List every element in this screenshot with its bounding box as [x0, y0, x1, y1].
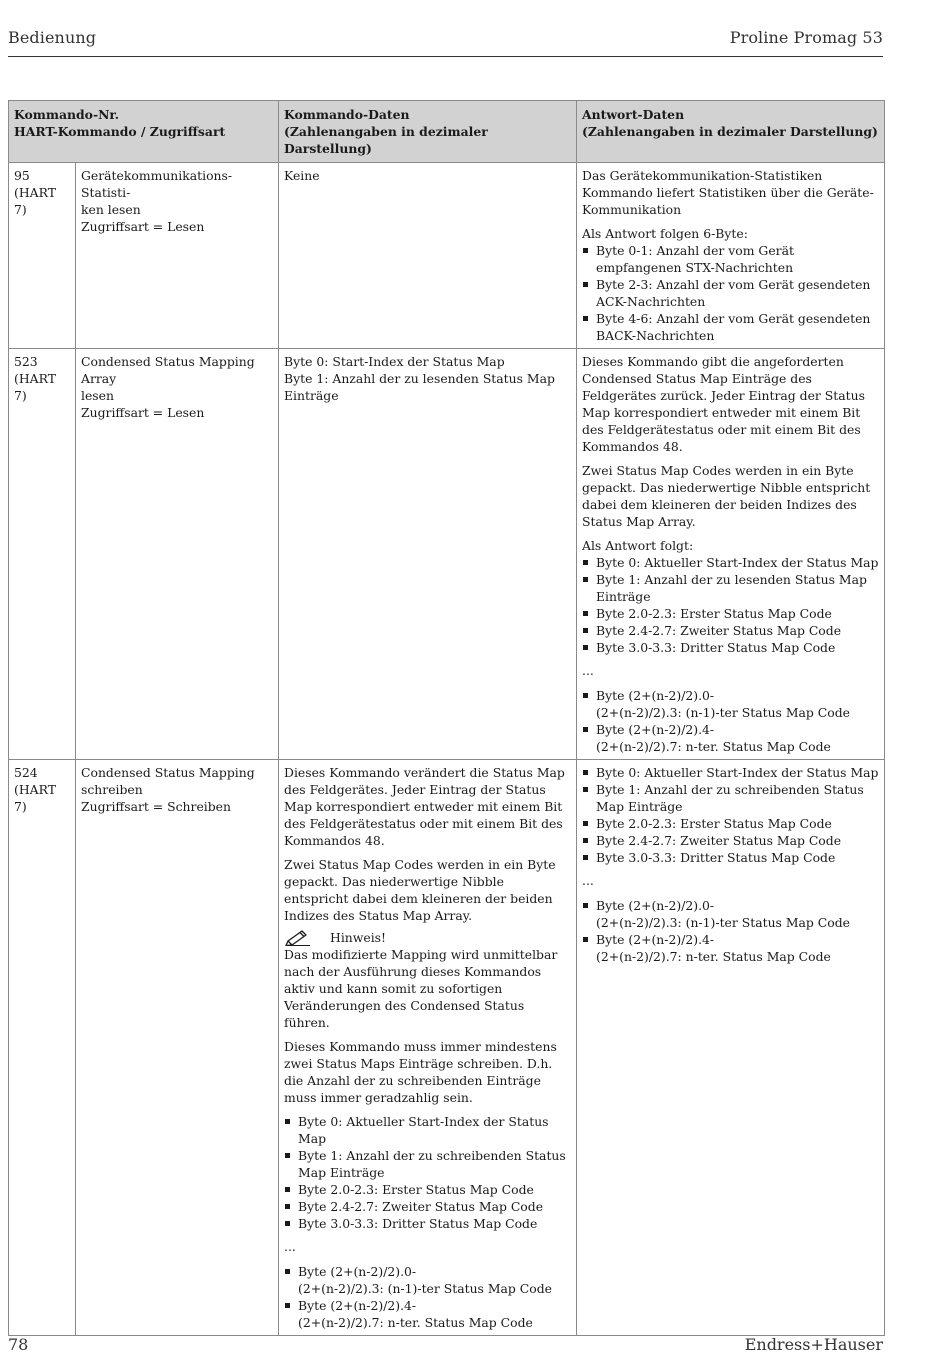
command-data-line: Byte 1: Anzahl der zu lesenden Status Map Einträge: [284, 371, 555, 403]
cell-response-data: [577, 349, 885, 760]
hart-command-table: [8, 100, 885, 1336]
list-item: Byte 4-6: Anzahl der vom Gerät gesendeten BACK-Nachrichten: [582, 310, 879, 344]
access-type: Zugriffsart = Lesen: [81, 405, 205, 420]
list-item: Byte 2.0-2.3: Erster Status Map Code: [582, 815, 879, 832]
header-rule: [8, 56, 883, 57]
command-name-line: lesen: [81, 388, 114, 403]
list-item: Byte 1: Anzahl der zu lesenden Status Map Einträge: [582, 571, 879, 605]
table-header-row: [9, 101, 885, 163]
pencil-icon: [284, 928, 314, 946]
list-item: Byte 2.4-2.7: Zweiter Status Map Code: [284, 1198, 571, 1215]
hint-label: Hinweis!: [330, 929, 387, 945]
command-name-line: Gerätekommunikations-Statisti-: [81, 168, 233, 200]
cell-command-name: [76, 760, 279, 1336]
list-item: Byte 3.0-3.3: Dritter Status Map Code: [582, 639, 879, 656]
hint-text: Das modifizierte Mapping wird unmittelbar nach der Ausführung dieses Kommandos aktiv und kann somit zu sofortigen Veränderungen des Condensed Status führen.: [284, 947, 558, 1030]
header-command-number-line1: Kommando-Nr.: [14, 107, 120, 122]
list-item: Byte (2+(n-2)/2).0- (2+(n-2)/2).3: (n-1)-ter Status Map Code: [582, 897, 879, 931]
access-type: Zugriffsart = Schreiben: [81, 799, 231, 814]
ellipsis: ...: [582, 663, 594, 678]
response-bullet-list: [582, 897, 879, 965]
response-paragraph: Als Antwort folgt:: [582, 538, 694, 553]
list-item: Byte 2.4-2.7: Zweiter Status Map Code: [582, 622, 879, 639]
command-data-paragraph: Zwei Status Map Codes werden in ein Byte gepackt. Das niederwertige Nibble entspricht dabei dem kleineren der beiden Indizes des Status Map Array.: [284, 857, 556, 923]
list-item: Byte 2-3: Anzahl der vom Gerät gesendeten ACK-Nachrichten: [582, 276, 879, 310]
cell-command-data: [279, 163, 577, 349]
response-paragraph: Das Gerätekommunikation-Statistiken Kommando liefert Statistiken über die Geräte-Kommunikation: [582, 168, 874, 217]
cell-command-data: [279, 349, 577, 760]
hart-version: (HART 7): [14, 371, 56, 403]
header-response-data-line2: (Zahlenangaben in dezimaler Darstellung): [582, 124, 878, 139]
response-paragraph: Dieses Kommando gibt die angeforderten Condensed Status Map Einträge des Feldgerätes zurück. Jeder Eintrag der Status Map korrespondiert entweder mit einem Bit des Feldgerätestatus oder mit einem Bit des Kommandos 48.: [582, 354, 865, 454]
header-command-data-line2: (Zahlenangaben in dezimaler Darstellung): [284, 124, 488, 156]
ellipsis: ...: [284, 1239, 296, 1254]
list-item: Byte 0: Aktueller Start-Index der Status Map: [582, 764, 879, 781]
list-item: Byte (2+(n-2)/2).4- (2+(n-2)/2).7: n-ter. Status Map Code: [582, 931, 879, 965]
cell-command-name: [76, 163, 279, 349]
command-data-text: Keine: [284, 168, 320, 183]
command-data-bullet-list: [284, 1113, 571, 1232]
list-item: Byte 2.0-2.3: Erster Status Map Code: [284, 1181, 571, 1198]
list-item: Byte 0: Aktueller Start-Index der Status Map: [284, 1113, 571, 1147]
list-item: Byte (2+(n-2)/2).0- (2+(n-2)/2).3: (n-1)-ter Status Map Code: [582, 687, 879, 721]
list-item: Byte 3.0-3.3: Dritter Status Map Code: [582, 849, 879, 866]
list-item: Byte 2.4-2.7: Zweiter Status Map Code: [582, 832, 879, 849]
cell-response-data: [577, 163, 885, 349]
response-paragraph: Zwei Status Map Codes werden in ein Byte gepackt. Das niederwertige Nibble entspricht dabei dem kleineren der beiden Indizes des Status Map Array.: [582, 463, 871, 529]
list-item: Byte (2+(n-2)/2).0- (2+(n-2)/2).3: (n-1)-ter Status Map Code: [284, 1263, 571, 1297]
hart-version: (HART 7): [14, 782, 56, 814]
response-bullet-list: [582, 242, 879, 344]
header-response-data: [577, 101, 885, 163]
list-item: Byte 0: Aktueller Start-Index der Status Map: [582, 554, 879, 571]
ellipsis: ...: [582, 873, 594, 888]
header-command-number: [9, 101, 279, 163]
header-command-data-line1: Kommando-Daten: [284, 107, 410, 122]
cell-command-name: [76, 349, 279, 760]
cell-command-number: [9, 760, 76, 1336]
command-data-paragraph: Dieses Kommando verändert die Status Map des Feldgerätes. Jeder Eintrag der Status Map korrespondiert entweder mit einem Bit des Feldgerätestatus oder mit einem Bit des Kommandos 48.: [284, 765, 565, 848]
response-bullet-list: [582, 687, 879, 755]
list-item: Byte 3.0-3.3: Dritter Status Map Code: [284, 1215, 571, 1232]
list-item: Byte 2.0-2.3: Erster Status Map Code: [582, 605, 879, 622]
command-number: 523: [14, 354, 38, 369]
list-item: Byte 1: Anzahl der zu schreibenden Status Map Einträge: [284, 1147, 571, 1181]
cell-response-data: [577, 760, 885, 1336]
table-row: [9, 163, 885, 349]
running-header-section: Bedienung: [8, 28, 97, 47]
response-bullet-list: [582, 764, 879, 866]
command-name-line: Condensed Status Mapping: [81, 765, 255, 780]
cell-command-number: [9, 349, 76, 760]
access-type: Zugriffsart = Lesen: [81, 219, 205, 234]
list-item: Byte 1: Anzahl der zu schreibenden Status Map Einträge: [582, 781, 879, 815]
response-paragraph: Als Antwort folgen 6-Byte:: [582, 226, 748, 241]
header-response-data-line1: Antwort-Daten: [582, 107, 685, 122]
command-name-line: Condensed Status Mapping Array: [81, 354, 255, 386]
page-number: 78: [8, 1335, 29, 1354]
command-name-line: ken lesen: [81, 202, 141, 217]
command-data-bullet-list: [284, 1263, 571, 1331]
command-data-line: Byte 0: Start-Index der Status Map: [284, 354, 505, 369]
table-row: [9, 349, 885, 760]
cell-command-number: [9, 163, 76, 349]
header-command-number-line2: HART-Kommando / Zugriffsart: [14, 124, 226, 139]
header-command-data: [279, 101, 577, 163]
command-data-paragraph: Dieses Kommando muss immer mindestens zwei Status Maps Einträge schreiben. D.h. die Anzahl der zu schreibenden Einträge muss immer geradzahlig sein.: [284, 1039, 557, 1105]
list-item: Byte (2+(n-2)/2).4- (2+(n-2)/2).7: n-ter. Status Map Code: [284, 1297, 571, 1331]
command-number: 95: [14, 168, 30, 183]
list-item: Byte 0-1: Anzahl der vom Gerät empfangenen STX-Nachrichten: [582, 242, 879, 276]
hint-heading: [284, 928, 571, 946]
table-row: [9, 760, 885, 1336]
response-bullet-list: [582, 554, 879, 656]
hart-version: (HART 7): [14, 185, 56, 217]
running-header-product: Proline Promag 53: [729, 28, 883, 47]
list-item: Byte (2+(n-2)/2).4- (2+(n-2)/2).7: n-ter. Status Map Code: [582, 721, 879, 755]
command-number: 524: [14, 765, 38, 780]
brand-name: Endress+Hauser: [744, 1335, 883, 1354]
command-name-line: schreiben: [81, 782, 143, 797]
cell-command-data: [279, 760, 577, 1336]
